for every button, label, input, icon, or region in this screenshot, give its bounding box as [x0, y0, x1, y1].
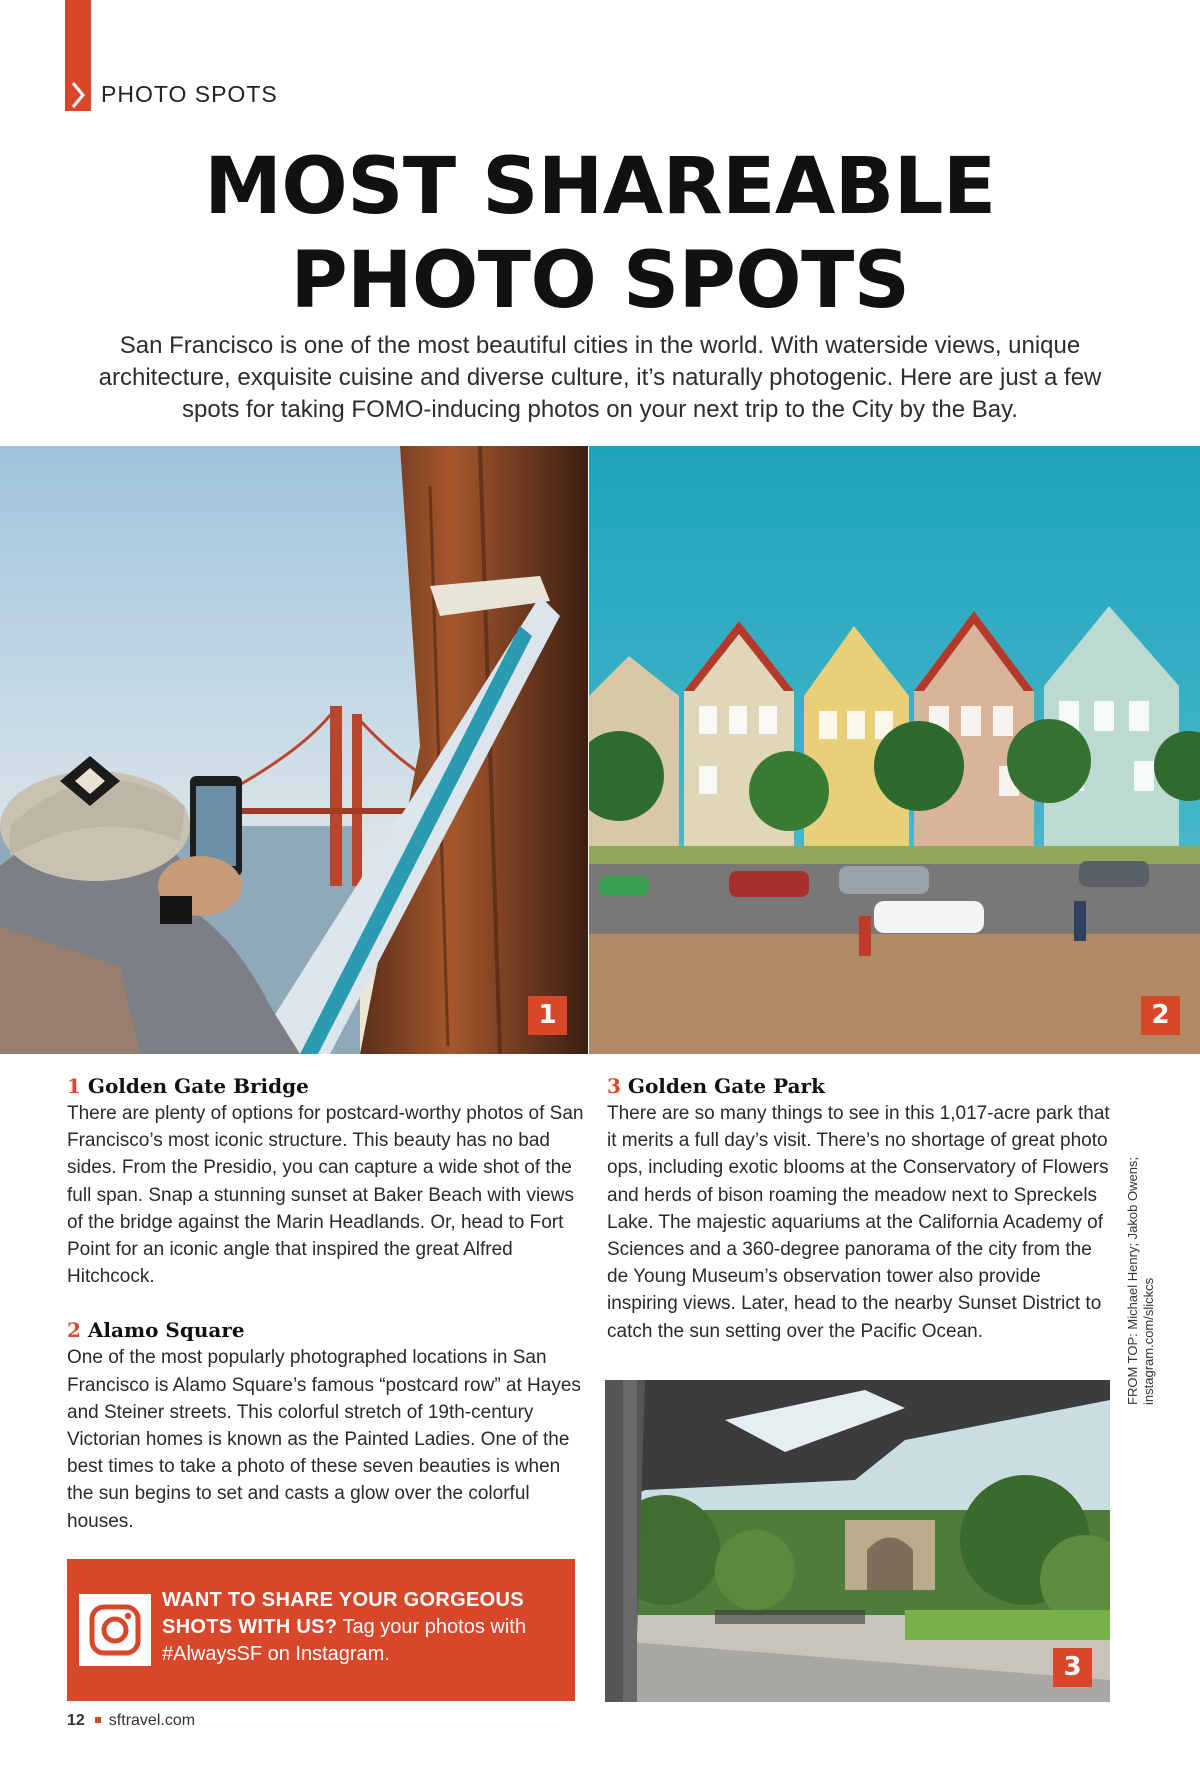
entry-heading: [607, 1072, 1112, 1100]
chevron-right-icon: [67, 80, 89, 110]
photo-golden-gate-bridge: [0, 446, 588, 1054]
section-tag: PHOTO SPOTS: [101, 81, 278, 107]
photo-credit-line-1: FROM TOP: Michael Henry; Jakob Owens;: [1125, 1156, 1140, 1405]
page-number: 12: [67, 1712, 85, 1729]
page-title-line-2: PHOTO SPOTS: [290, 236, 910, 326]
entry-heading: [67, 1072, 587, 1100]
callout-heading: WANT TO SHARE YOUR GORGEOUS SHOTS WITH US?: [162, 1589, 524, 1638]
entry-title: Golden Gate Park: [627, 1074, 825, 1098]
instagram-callout: [67, 1559, 575, 1701]
entry-body: There are plenty of options for postcard-worthy photos of San Francisco’s most iconic structure. This beauty has no bad sides. From the Presidio, you can capture a wide shot of the full span. Snap a stunning sunset at Baker Beach with views of the bridge against the Marin Headlands. Or, head to Fort Point for an iconic angle that inspired the great Alfred Hitchcock.: [67, 1103, 584, 1288]
page-title-line-1: MOST SHAREABLE: [204, 142, 996, 232]
site-link[interactable]: sftravel.com: [108, 1712, 196, 1729]
entry-body: There are so many things to see in this 1,017-acre park that it merits a full day’s visit. There’s no shortage of great photo ops, including exotic blooms at the Conservatory of Flowers and herds of bison roaming the meadow next to Spreckels Lake. The majestic aquariums at the California Academy of Sciences and a 360-degree panorama of the city from the de Young Museum’s observation tower also provide inspiring views. Later, head to the nearby Sunset District to catch the sun setting over the Pacific Ocean.: [607, 1103, 1110, 1342]
photo-golden-gate-park: [605, 1380, 1110, 1702]
callout-text: [162, 1587, 562, 1668]
entry-title: Golden Gate Bridge: [87, 1074, 309, 1098]
photo-credit: [1125, 1105, 1179, 1405]
footer-separator: [95, 1717, 101, 1723]
callout-message: Tag your photos with #AlwaysSF on Instagram.: [162, 1616, 526, 1665]
entry-title: Alamo Square: [87, 1318, 245, 1343]
instagram-icon[interactable]: [79, 1594, 151, 1666]
column-left: [67, 1072, 587, 1561]
page-title: [0, 140, 1200, 328]
entry-number: 3: [607, 1074, 621, 1098]
photo-number-badge: 2: [1141, 996, 1180, 1035]
entry-number: 2: [67, 1318, 81, 1343]
column-right: [607, 1072, 1112, 1371]
photo-number-badge: 1: [528, 996, 567, 1035]
intro-paragraph: San Francisco is one of the most beautiful cities in the world. With waterside views, unique architecture, exquisite cuisine and diverse culture, it’s naturally photogenic. Here are just a few spots for taking FOMO-inducing photos on your next trip to the City by the Bay.: [98, 332, 1102, 423]
photo-number-badge: 3: [1053, 1648, 1092, 1687]
photo-alamo-square: [589, 446, 1200, 1054]
photo-credit-line-2: instagram.com/slickcs: [1141, 1277, 1156, 1405]
entry-heading: [67, 1316, 587, 1344]
entry-number: 1: [67, 1074, 81, 1098]
page-footer: [67, 1712, 195, 1730]
entry-body: One of the most popularly photographed locations in San Francisco is Alamo Square’s famous “postcard row” at Hayes and Steiner streets. This colorful stretch of 19th-century Victorian homes is known as the Painted Ladies. One of the best times to take a photo of these seven beauties is when the sun begins to set and casts a glow over the colorful houses.: [67, 1347, 581, 1532]
